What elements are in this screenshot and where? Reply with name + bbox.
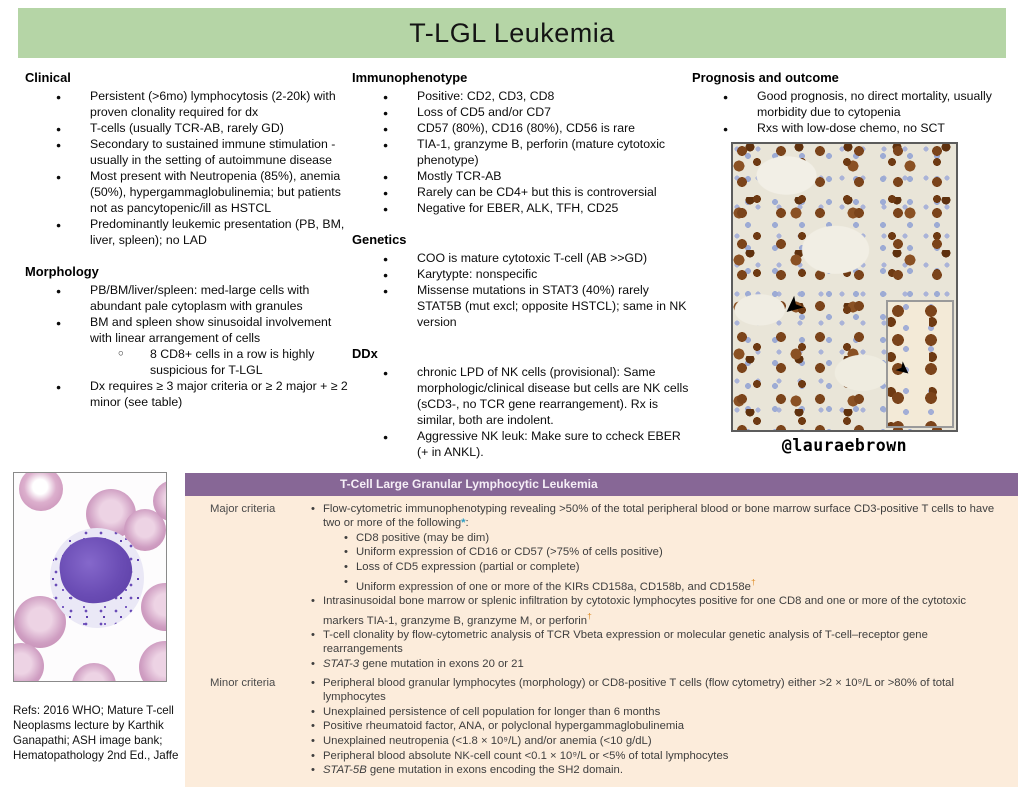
ihc-inset-image	[886, 300, 954, 428]
red-blood-cell	[139, 641, 167, 682]
morphology-list	[25, 282, 348, 410]
list-item: ● Positive: CD2, CD3, CD8	[352, 88, 690, 104]
minor-criteria-list	[310, 676, 1004, 778]
list-item: ● Missense mutations in STAT3 (40%) rarely STAT5B (mut excl; opposite HSTCL); same in NK version	[352, 282, 690, 330]
red-blood-cell	[141, 583, 167, 631]
section-clinical	[25, 70, 348, 248]
section-heading: Immunophenotype	[352, 70, 468, 85]
lymphocyte-nucleus	[56, 532, 136, 607]
column-right	[692, 70, 1022, 152]
list-item: ● Negative for EBER, ALK, TFH, CD25	[352, 200, 690, 216]
major-criteria-content	[310, 502, 1018, 672]
dagger-footnote-mark: †	[750, 576, 756, 587]
ddx-list	[352, 364, 690, 460]
dagger-footnote-mark: †	[587, 610, 592, 621]
arrow-icon: ➤	[891, 356, 916, 382]
list-item: ● T-cells (usually TCR-AB, rarely GD)	[25, 120, 348, 136]
minor-criteria-label: Minor criteria	[210, 676, 276, 689]
page-title: T-LGL Leukemia	[409, 17, 615, 48]
red-blood-cell	[72, 663, 116, 682]
title-banner	[18, 8, 1006, 58]
criteria-text: gene mutation in exons 20 or 21	[359, 658, 524, 671]
criteria-text: Flow-cytometric immunophenotyping revealing >50% of the total peripheral blood or bone marrow surface CD3-positive T cells to have two or more of the following	[323, 502, 995, 530]
list-item: ● Karytypte: nonspecific	[352, 266, 690, 282]
list-item: ● Aggressive NK leuk: Make sure to ccheck EBER (+ in ANKL).	[352, 428, 690, 460]
list-item: ● Most present with Neutropenia (85%), anemia (50%), hypergammaglobulinemia; but patients not as pancytopenic/ill as HSTCL	[25, 168, 348, 216]
prognosis-list	[692, 88, 1022, 136]
major-criteria-sublist	[323, 531, 1004, 594]
ihc-image	[731, 142, 958, 432]
criteria-item: • Unexplained neutropenia (<1.8 × 10⁹/L) and/or anemia (<10 g/dL)	[310, 734, 1004, 749]
list-item: ● Rxs with low-dose chemo, no SCT	[692, 120, 1022, 136]
criteria-subitem: • Uniform expression of CD16 or CD57 (>75% of cells positive)	[343, 545, 1004, 560]
references: Refs: 2016 WHO; Mature T-cell Neoplasms lecture by Karthik Ganapathi; ASH image bank; Hematopathology 2nd Ed., Jaffe	[13, 704, 179, 762]
list-item: ● COO is mature cytotoxic T-cell (AB >>GD)	[352, 250, 690, 266]
gene-name: STAT-5B	[323, 764, 367, 777]
criteria-text: gene mutation in exons encoding the SH2 domain.	[366, 764, 623, 777]
section-heading: Prognosis and outcome	[692, 70, 839, 85]
criteria-item	[310, 594, 1004, 628]
column-middle	[352, 70, 690, 476]
criteria-item: • Peripheral blood granular lymphocytes (morphology) or CD8-positive T cells (flow cytometry) either >2 × 10⁹/L or >80% of total lymphocytes	[310, 676, 1004, 705]
criteria-item: • Unexplained persistence of cell population for longer than 6 months	[310, 705, 1004, 720]
section-genetics	[352, 232, 690, 330]
section-immunophenotype	[352, 70, 690, 216]
arrow-icon: ➤	[776, 289, 810, 324]
list-item: ● TIA-1, granzyme B, perforin (mature cytotoxic phenotype)	[352, 136, 690, 168]
list-item: ● CD57 (80%), CD16 (80%), CD56 is rare	[352, 120, 690, 136]
major-criteria-row	[185, 498, 1018, 672]
section-ddx	[352, 346, 690, 460]
criteria-item: • Positive rheumatoid factor, ANA, or polyclonal hypergammaglobulinemia	[310, 719, 1004, 734]
section-heading: Morphology	[25, 264, 99, 279]
image-credit: @lauraebrown	[781, 436, 908, 455]
section-morphology	[25, 264, 348, 410]
red-blood-cell	[13, 643, 44, 682]
criteria-item	[310, 763, 1004, 778]
list-item: ● Persistent (>6mo) lymphocytosis (2-20k) with proven clonality required for dx	[25, 88, 348, 120]
criteria-item: • T-cell clonality by flow-cytometric analysis of TCR Vbeta expression or molecular genetic analysis of T-cell–receptor gene rearrangements	[310, 628, 1004, 657]
sub-list-item: ○ 8 CD8+ cells in a row is highly suspicious for T-LGL	[90, 346, 348, 378]
list-item-text: BM and spleen show sinusoidal involvement with linear arrangement of cells	[90, 315, 332, 345]
list-item: ● Predominantly leukemic presentation (PB, BM, liver, spleen); no LAD	[25, 216, 348, 248]
criteria-table-body	[185, 496, 1018, 787]
section-heading: Genetics	[352, 232, 407, 247]
criteria-subitem	[343, 575, 1004, 594]
list-item: ● Rarely can be CD4+ but this is controversial	[352, 184, 690, 200]
major-criteria-list	[310, 502, 1004, 672]
list-item: ● Mostly TCR-AB	[352, 168, 690, 184]
minor-criteria-content	[310, 676, 1018, 778]
criteria-text: Intrasinusoidal bone marrow or splenic infiltration by cytotoxic lymphocytes positive for one CD8 and one or more of the cytotoxic markers TIA-1, granzyme B, granzyme M, or perforin	[323, 594, 966, 627]
major-criteria-label: Major criteria	[210, 502, 276, 515]
clinical-list	[25, 88, 348, 248]
criteria-item	[310, 657, 1004, 672]
criteria-text: Uniform expression of one or more of the KIRs CD158a, CD158b, and CD158e	[356, 580, 751, 593]
criteria-text: :	[465, 517, 469, 530]
criteria-subitem: • Loss of CD5 expression (partial or complete)	[343, 560, 1004, 575]
section-heading: Clinical	[25, 70, 71, 85]
section-prognosis	[692, 70, 1022, 136]
list-item: ● Secondary to sustained immune stimulation - usually in the setting of autoimmune disease	[25, 136, 348, 168]
criteria-table	[185, 473, 1018, 787]
section-heading: DDx	[352, 346, 378, 361]
morphology-sublist	[90, 346, 348, 378]
list-item	[25, 314, 348, 378]
blood-smear-image	[13, 472, 167, 682]
gene-name: STAT-3	[323, 658, 360, 671]
criteria-item	[310, 502, 1004, 594]
red-blood-cell	[19, 472, 63, 511]
immunophenotype-list	[352, 88, 690, 216]
genetics-list	[352, 250, 690, 330]
column-left	[25, 70, 348, 426]
list-item: ● Dx requires ≥ 3 major criteria or ≥ 2 major + ≥ 2 minor (see table)	[25, 378, 348, 410]
list-item: ● Loss of CD5 and/or CD7	[352, 104, 690, 120]
list-item: ● chronic LPD of NK cells (provisional): Same morphologic/clinical disease but cells are NK cells (sCD3-, no TCR gene rearrangement). Rx is similar, both are indolent.	[352, 364, 690, 428]
list-item: ● PB/BM/liver/spleen: med-large cells with abundant pale cytoplasm with granules	[25, 282, 348, 314]
asterisk-footnote-mark: *	[461, 517, 466, 530]
large-granular-lymphocyte	[50, 528, 144, 628]
criteria-table-header: T-Cell Large Granular Lymphocytic Leukemia	[185, 473, 1018, 496]
minor-criteria-row	[185, 672, 1018, 778]
criteria-subitem: • CD8 positive (may be dim)	[343, 531, 1004, 546]
list-item: ● Good prognosis, no direct mortality, usually morbidity due to cytopenia	[692, 88, 1022, 120]
criteria-item: • Peripheral blood absolute NK-cell count <0.1 × 10⁹/L or <5% of total lymphocytes	[310, 749, 1004, 764]
